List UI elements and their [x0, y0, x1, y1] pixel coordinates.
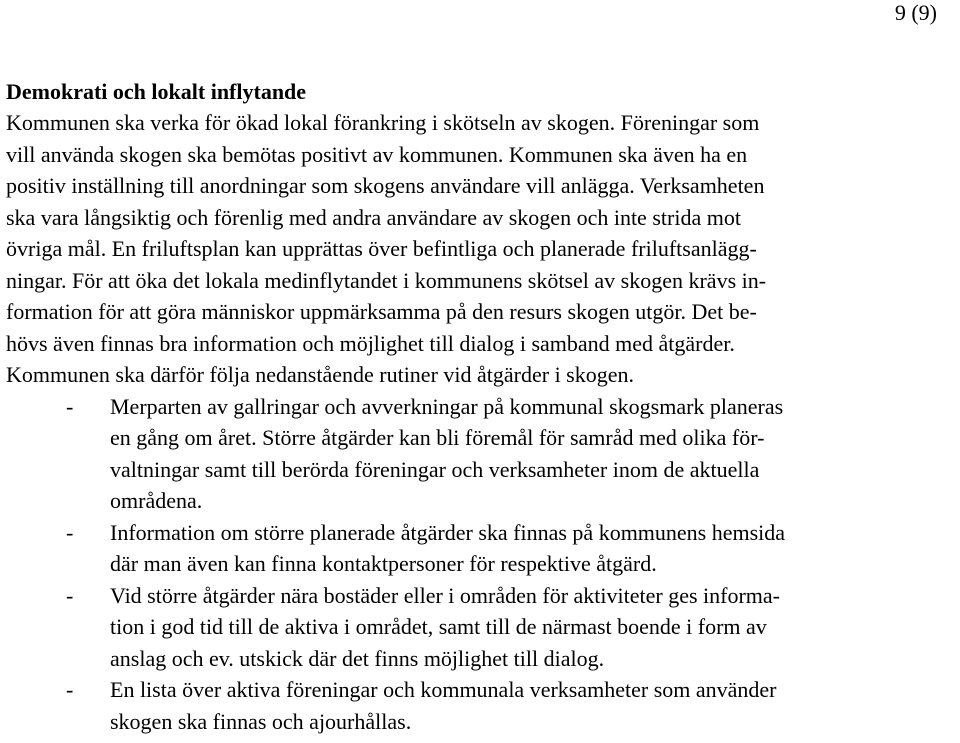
list-item	[6, 580, 956, 675]
paragraph-line: formation för att göra människor uppmärksamma på den resurs skogen utgör. Det be-	[6, 299, 757, 324]
list-item-line: Information om större planerade åtgärder ska finnas på kommunens hemsida	[110, 519, 786, 545]
list-dash: -	[66, 582, 74, 608]
paragraph-line: Kommunen ska därför följa nedanstående rutiner vid åtgärder i skogen.	[6, 362, 635, 387]
list-dash: -	[66, 677, 74, 702]
section-heading: Demokrati och lokalt inflytande	[6, 79, 307, 104]
list-item	[6, 391, 956, 517]
paragraph-line: positiv inställning till anordningar som skogens användare vill anlägga. Verksamheten	[6, 173, 765, 198]
list-item-line: tion i god tid till de aktiva i området, samt till de närmast boende i form av	[110, 614, 767, 639]
page-number: 9 (9)	[894, 0, 937, 25]
intro-paragraph	[6, 107, 956, 391]
list-item-line: Merparten av gallringar och avverkningar på kommunal skogsmark planeras	[110, 393, 784, 419]
list-dash: -	[66, 519, 74, 545]
paragraph-line: vill använda skogen ska bemötas positivt av kommunen. Kommunen ska även ha en	[6, 141, 748, 167]
list-item-line: Vid större åtgärder nära bostäder eller i områden för aktiviteter ges informa-	[110, 582, 781, 608]
list-item-line: skogen ska finnas och ajourhållas.	[110, 708, 412, 734]
paragraph-line: ska vara långsiktig och förenlig med andra användare av skogen och inte strida mot	[6, 204, 741, 230]
list-item	[6, 674, 956, 737]
list-item	[6, 517, 956, 580]
list-item-line: En lista över aktiva föreningar och kommunala verksamheter som använder	[110, 677, 777, 702]
paragraph-line: Kommunen ska verka för ökad lokal förankring i skötseln av skogen. Föreningar som	[6, 110, 760, 135]
list-item-line: där man även kan finna kontaktpersoner för respektive åtgärd.	[110, 551, 657, 576]
list-dash: -	[66, 393, 74, 419]
paragraph-line: hövs även finnas bra information och möjlighet till dialog i samband med åtgärder.	[6, 330, 735, 356]
routine-list	[6, 391, 956, 738]
list-item-line: områdena.	[110, 488, 203, 513]
list-item-line: valtningar samt till berörda föreningar och verksamheter inom de aktuella	[110, 456, 760, 482]
list-item-line: en gång om året. Större åtgärder kan bli föremål för samråd med olika för-	[110, 425, 765, 450]
document-body	[6, 77, 956, 737]
list-item-line: anslag och ev. utskick där det finns möjlighet till dialog.	[110, 645, 605, 671]
paragraph-line: ningar. För att öka det lokala medinflytandet i kommunens skötsel av skogen krävs in-	[6, 267, 767, 293]
paragraph-line: övriga mål. En friluftsplan kan upprättas över befintliga och planerade friluftsanlägg-	[6, 236, 757, 261]
